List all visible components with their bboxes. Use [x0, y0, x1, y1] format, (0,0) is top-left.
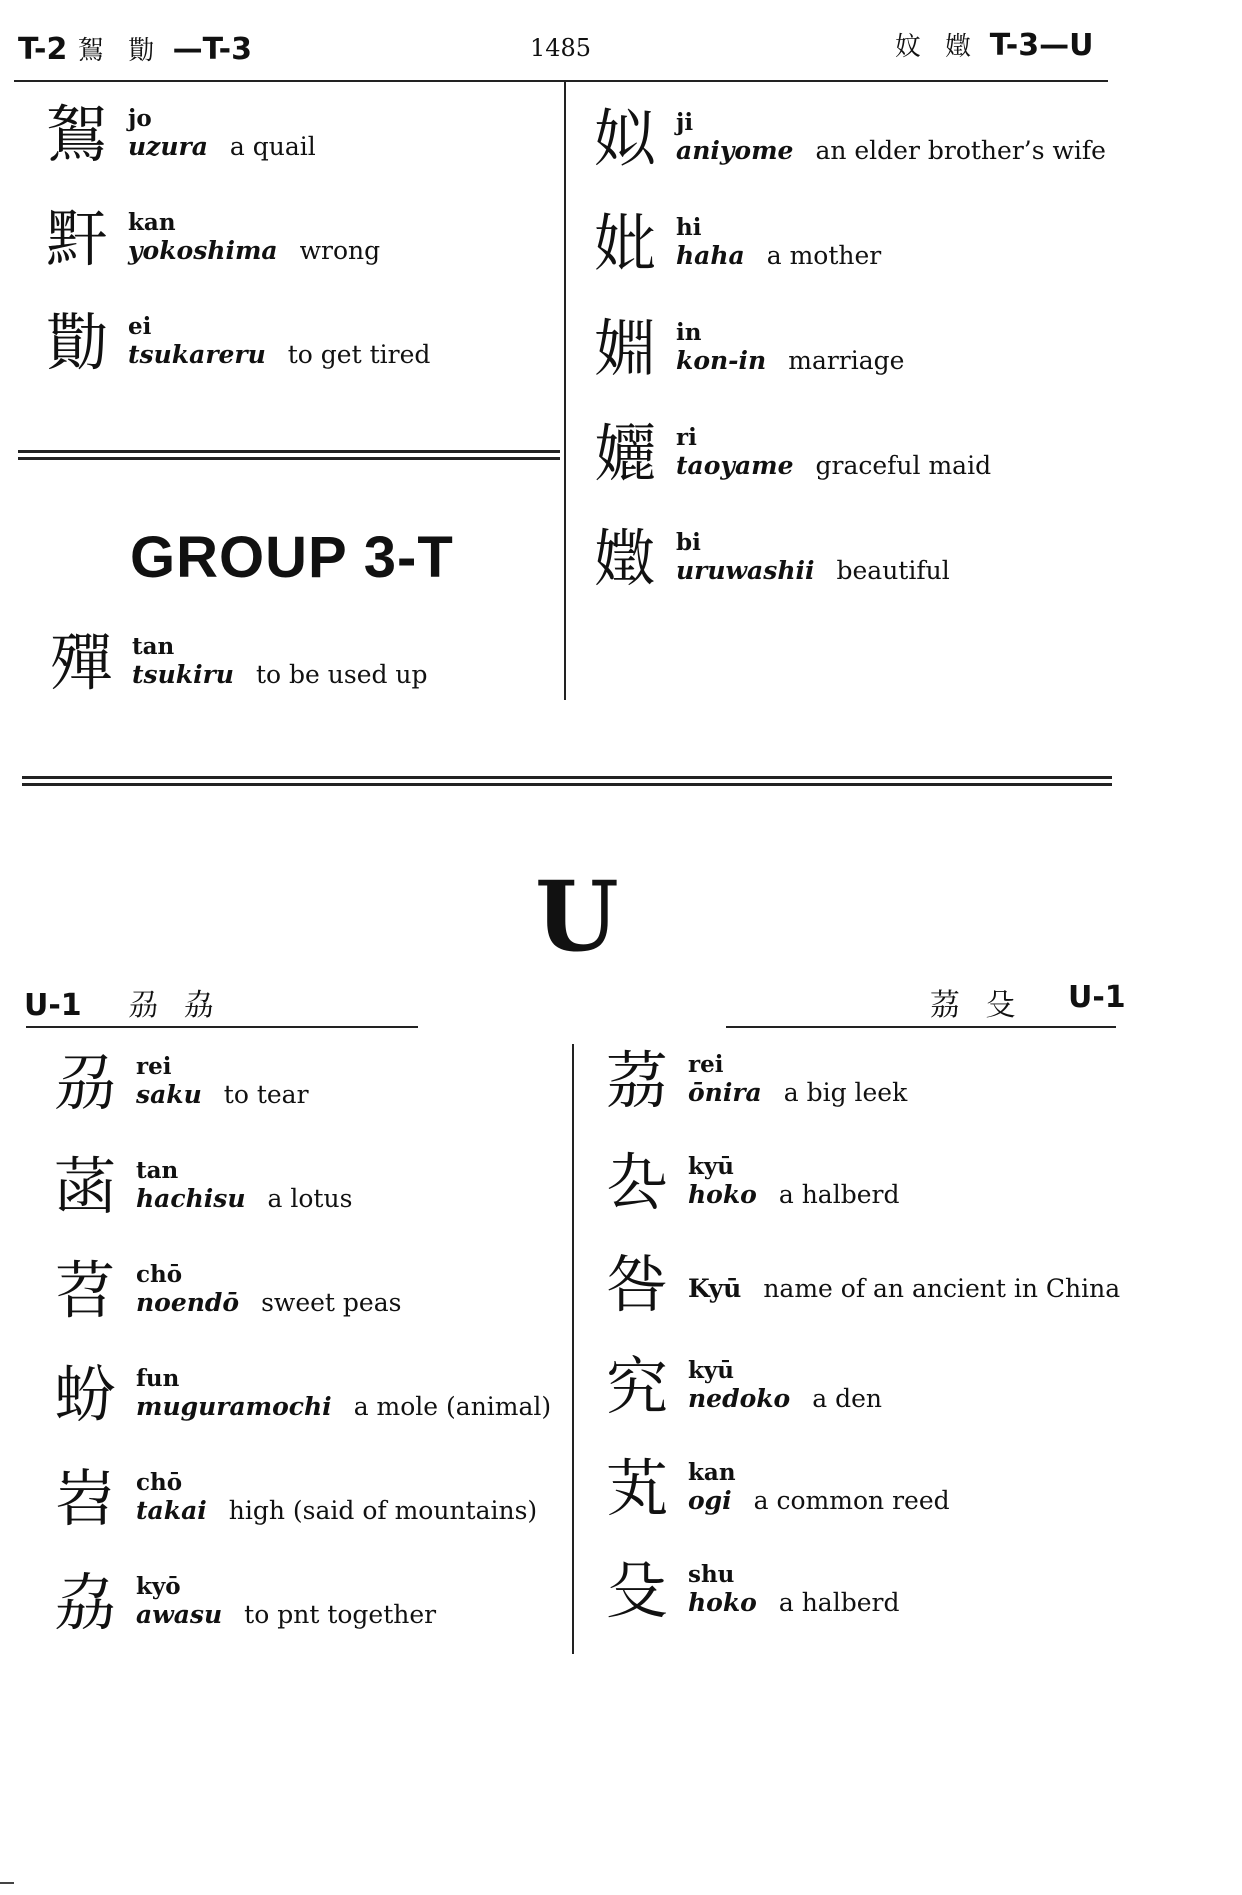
dictionary-entry: [586, 102, 1106, 175]
entry-reading: kan: [128, 209, 176, 236]
dictionary-entry: [598, 1452, 950, 1525]
page-number: 1485: [530, 34, 592, 62]
entry-english: a common reed: [753, 1486, 950, 1515]
entry-english: a quail: [229, 132, 316, 161]
entry-english: a mother: [766, 241, 882, 270]
entry-english: name of an ancient in China: [763, 1274, 1121, 1303]
dictionary-entry: [598, 1146, 900, 1219]
entry-english: beautiful: [836, 556, 950, 585]
entry-english: wrong: [299, 236, 381, 265]
entry-reading: kan: [688, 1459, 736, 1486]
entry-english: a halberd: [778, 1180, 900, 1209]
entry-reading: tan: [132, 633, 175, 660]
entry-kanji: 厹: [605, 1146, 668, 1219]
entry-kanji: 嬍: [593, 522, 656, 595]
entry-reading: hi: [676, 214, 702, 241]
entry-kanji: 苕: [53, 1254, 116, 1327]
section-right-code: U-1: [1068, 980, 1126, 1015]
entry-kanji: 婣: [593, 312, 656, 385]
entry-japanese: awasu: [136, 1600, 223, 1629]
page-edge-mark: [0, 1882, 14, 1884]
entry-japanese: muguramochi: [136, 1392, 332, 1421]
entry-japanese: aniyome: [676, 136, 794, 165]
header-left-code-a: T-2: [18, 32, 68, 67]
header-right-code: T-3—U: [989, 28, 1094, 63]
dictionary-entry: [46, 1150, 353, 1223]
dictionary-entry: [38, 98, 316, 171]
header-right-chars: 妏 嬍: [895, 32, 980, 62]
entry-kanji: 殳: [605, 1554, 668, 1627]
entry-english: a mole (animal): [353, 1392, 552, 1421]
entry-reading: chō: [136, 1261, 183, 1288]
dictionary-entry: [38, 202, 381, 275]
section-left-rule: [26, 1026, 418, 1028]
entry-kanji: 劦: [53, 1566, 116, 1639]
entry-reading: tan: [136, 1157, 179, 1184]
bottom-column-divider: [572, 1044, 574, 1654]
entry-english: graceful maid: [815, 451, 992, 480]
entry-japanese: takai: [136, 1496, 207, 1525]
entry-kanji: 刕: [53, 1046, 116, 1119]
entry-japanese: kon-in: [676, 346, 767, 375]
entry-english: a lotus: [267, 1184, 353, 1213]
dictionary-entry: [46, 1566, 437, 1639]
entry-reading: ei: [128, 313, 152, 340]
entry-reading: shu: [688, 1561, 735, 1588]
entry-kanji: 岧: [53, 1462, 116, 1535]
section-divider: [22, 776, 1112, 786]
dictionary-entry: [598, 1248, 1121, 1321]
entry-kanji: 茘: [605, 1044, 668, 1117]
entry-reading: in: [676, 319, 702, 346]
dictionary-entry: [46, 1462, 538, 1535]
entry-japanese: uzura: [128, 132, 208, 161]
entry-japanese: ōnira: [688, 1078, 762, 1107]
entry-japanese: taoyame: [676, 451, 794, 480]
dictionary-entry: [46, 1046, 309, 1119]
top-column-divider: [564, 82, 566, 700]
entry-japanese: hachisu: [136, 1184, 246, 1213]
entry-japanese: haha: [676, 241, 745, 270]
section-right-chars: 茘 殳: [930, 988, 1024, 1023]
entry-english: to get tired: [287, 340, 431, 369]
entry-japanese: ogi: [688, 1486, 732, 1515]
dictionary-entry: [598, 1044, 908, 1117]
section-letter: U: [535, 860, 619, 973]
entry-japanese: hoko: [688, 1180, 757, 1209]
entry-reading: jo: [128, 105, 152, 132]
entry-reading: kyū: [688, 1153, 735, 1180]
section-left-code: U-1: [24, 988, 82, 1023]
entry-japanese: tsukiru: [132, 660, 234, 689]
entry-reading: kyō: [136, 1573, 181, 1600]
entry-kanji: 菡: [53, 1150, 116, 1223]
entry-kanji: 勩: [45, 306, 108, 379]
dictionary-entry: [46, 1358, 552, 1431]
section-left-chars: 刕 劦: [128, 988, 222, 1023]
entry-japanese: noendō: [136, 1288, 240, 1317]
section-right-rule: [726, 1026, 1116, 1028]
dictionary-entry: [46, 1254, 402, 1327]
dictionary-entry: [598, 1350, 882, 1423]
entry-reading: fun: [136, 1365, 180, 1392]
entry-reading: rei: [688, 1051, 724, 1078]
entry-reading: bi: [676, 529, 701, 556]
entry-kanji: 姒: [593, 102, 656, 175]
entry-japanese: uruwashii: [676, 556, 815, 585]
dictionary-entry: [586, 207, 882, 280]
entry-kanji: 䵟: [45, 202, 108, 275]
entry-english: to be used up: [255, 660, 428, 689]
entry-reading: rei: [136, 1053, 172, 1080]
dictionary-entry: [586, 417, 992, 490]
entry-kanji: 蚡: [53, 1358, 116, 1431]
header-left: [18, 30, 252, 67]
entry-japanese: tsukareru: [128, 340, 266, 369]
entry-kanji: 孋: [593, 417, 656, 490]
entry-reading: kyū: [688, 1357, 735, 1384]
entry-english: a den: [812, 1384, 882, 1413]
group-divider: [18, 450, 560, 460]
entry-english: sweet peas: [261, 1288, 402, 1317]
entry-japanese: saku: [136, 1080, 202, 1109]
entry-reading: Kyū: [688, 1274, 742, 1303]
entry-japanese: nedoko: [688, 1384, 791, 1413]
dictionary-entry: [586, 312, 905, 385]
entry-english: an elder brother’s wife: [815, 136, 1106, 165]
header-left-chars: 鴽 勩: [77, 36, 163, 66]
entry-english: to pnt together: [244, 1600, 437, 1629]
entry-japanese: hoko: [688, 1588, 757, 1617]
dictionary-entry: [38, 306, 431, 379]
entry-kanji: 妣: [593, 207, 656, 280]
entry-english: to tear: [223, 1080, 309, 1109]
dictionary-entry: [598, 1554, 900, 1627]
entry-english: a big leek: [783, 1078, 908, 1107]
entry-kanji: 芄: [605, 1452, 668, 1525]
entry-reading: ji: [676, 109, 694, 136]
header-rule: [14, 80, 1108, 82]
group-heading: GROUP 3-T: [130, 525, 454, 590]
header-left-code-b: —T-3: [172, 32, 252, 67]
entry-english: high (said of mountains): [228, 1496, 538, 1525]
section-left-heading: [24, 980, 222, 1024]
entry-english: marriage: [788, 346, 905, 375]
entry-japanese: yokoshima: [128, 236, 278, 265]
entry-kanji: 究: [605, 1350, 668, 1423]
header-right: [895, 26, 1093, 63]
entry-reading: ri: [676, 424, 697, 451]
entry-english: a halberd: [778, 1588, 900, 1617]
entry-kanji: 殫: [49, 626, 112, 699]
group-entry: [42, 626, 428, 699]
dictionary-entry: [586, 522, 950, 595]
entry-reading: chō: [136, 1469, 183, 1496]
entry-kanji: 咎: [605, 1248, 668, 1321]
entry-kanji: 鴽: [45, 98, 108, 171]
